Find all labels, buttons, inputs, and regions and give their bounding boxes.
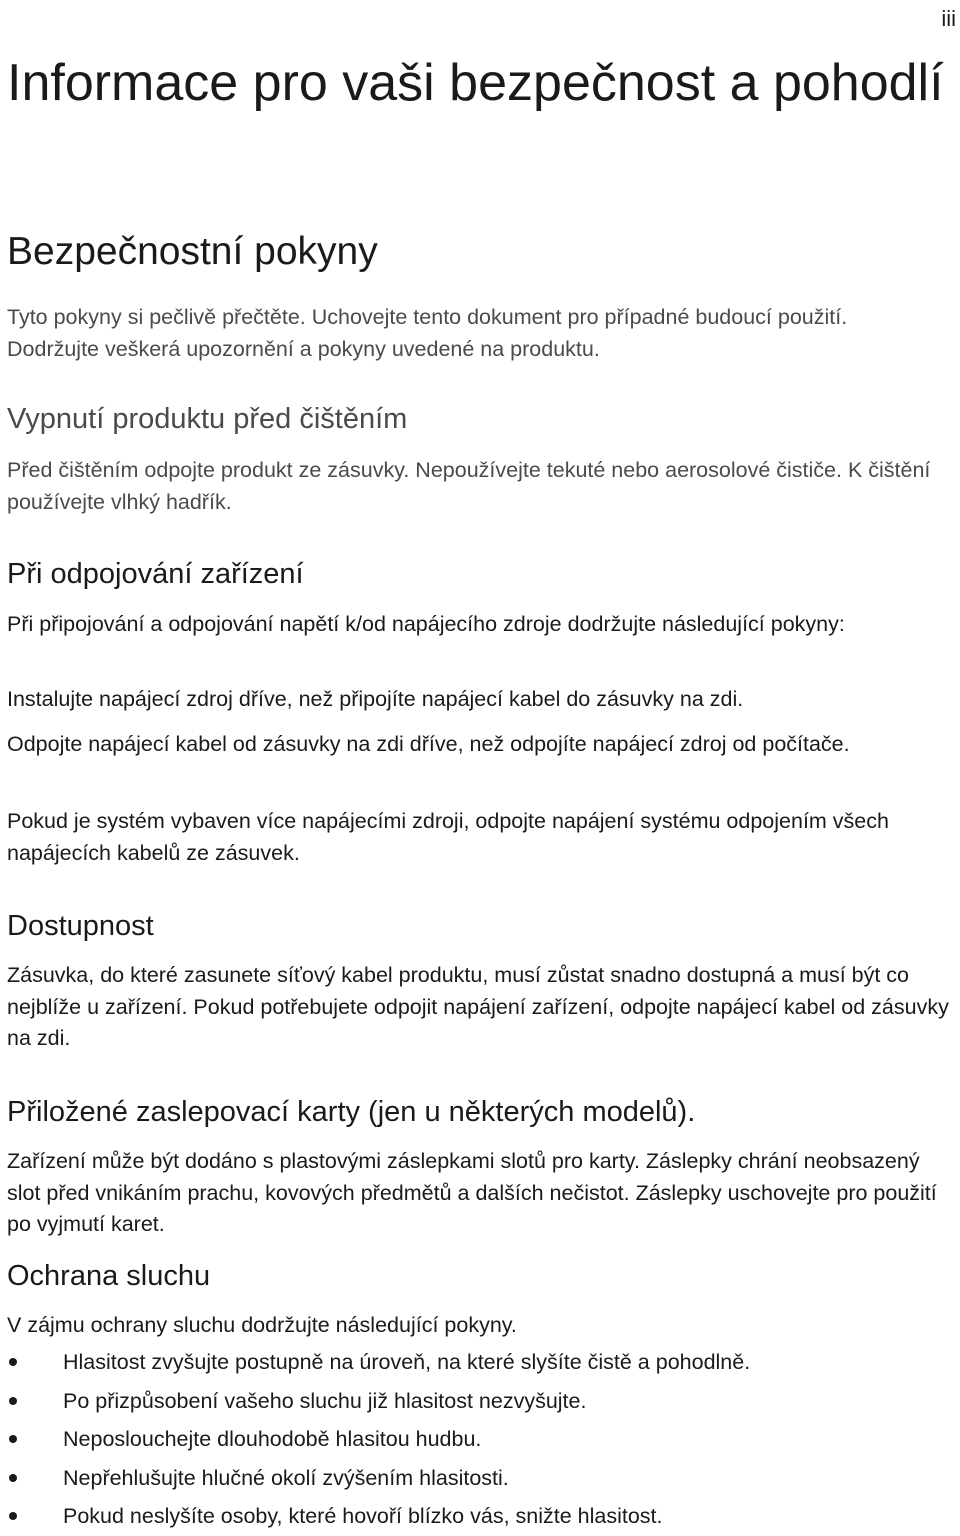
hearing-list-block (7, 1343, 952, 1536)
disconnecting-p1-block (7, 684, 952, 716)
disconnecting-p1: Instalujte napájecí zdroj dříve, než připojíte napájecí kabel do zásuvky na zdi. (7, 687, 744, 711)
accessibility-text: Zásuvka, do které zasunete síťový kabel produktu, musí zůstat snadno dostupná a musí být co nejblíže u zařízení. Pokud potřebujete odpojit napájení zařízení, odpojte napájecí kabel od zásuvky na zdi. (7, 963, 949, 1050)
disconnecting-p3-block (7, 806, 907, 869)
hearing-intro: V zájmu ochrany sluchu dodržujte následující pokyny. (7, 1313, 517, 1337)
cleaning-text-block (7, 455, 937, 518)
list-item (7, 1382, 952, 1421)
hearing-list (7, 1343, 952, 1536)
disconnecting-intro-block (7, 609, 937, 641)
dummy-cards-heading: Přiložené zaslepovací karty (jen u některých modelů). (7, 1096, 696, 1128)
disconnecting-p3: Pokud je systém vybaven více napájecími zdroji, odpojte napájení systému odpojením všech napájecích kabelů ze zásuvek. (7, 809, 889, 865)
hearing-section (7, 1258, 952, 1294)
list-item-text: Hlasitost zvyšujte postupně na úroveň, na které slyšíte čistě a pohodlně. (63, 1350, 751, 1374)
safety-intro-block (7, 302, 937, 365)
bullet-icon (9, 1397, 17, 1405)
accessibility-text-block (7, 960, 952, 1055)
list-item (7, 1420, 952, 1459)
dummy-cards-section (7, 1094, 952, 1130)
bullet-icon (9, 1474, 17, 1482)
disconnecting-p2: Odpojte napájecí kabel od zásuvky na zdi dříve, než odpojíte napájecí zdroj od počítače. (7, 732, 850, 756)
cleaning-text: Před čištěním odpojte produkt ze zásuvky. Nepoužívejte tekuté nebo aerosolové čističe. K čištění používejte vlhký hadřík. (7, 458, 931, 514)
hearing-intro-block (7, 1310, 937, 1342)
list-item (7, 1459, 952, 1498)
list-item-text: Neposlouchejte dlouhodobě hlasitou hudbu. (63, 1427, 482, 1451)
safety-heading: Bezpečnostní pokyny (7, 230, 378, 273)
list-item-text: Po přizpůsobení vašeho sluchu již hlasitost nezvyšujte. (63, 1388, 587, 1413)
accessibility-heading: Dostupnost (7, 910, 154, 942)
disconnecting-heading: Při odpojování zařízení (7, 558, 304, 590)
dummy-cards-text-block (7, 1146, 952, 1241)
list-item (7, 1497, 952, 1536)
dummy-cards-text: Zařízení může být dodáno s plastovými záslepkami slotů pro karty. Záslepky chrání neobsazený slot před vnikáním prachu, kovových předmětů a dalších nečistot. Záslepky uschovejte pro použití po vyjmutí karet. (7, 1149, 937, 1236)
disconnecting-section (7, 556, 952, 592)
list-item-text: Nepřehlušujte hlučné okolí zvýšením hlasitosti. (63, 1465, 509, 1490)
list-item (7, 1343, 952, 1382)
disconnecting-intro: Při připojování a odpojování napětí k/od napájecího zdroje dodržujte následující pokyny: (7, 612, 845, 636)
page-number: iii (941, 6, 956, 31)
cleaning-section (7, 401, 952, 437)
bullet-icon (9, 1358, 17, 1366)
hearing-heading: Ochrana sluchu (7, 1260, 211, 1292)
bullet-icon (9, 1512, 17, 1520)
bullet-icon (9, 1435, 17, 1443)
page-title: Informace pro vaši bezpečnost a pohodlí (7, 54, 944, 112)
safety-section (7, 230, 952, 274)
cleaning-heading: Vypnutí produktu před čištěním (7, 403, 408, 435)
disconnecting-p2-block (7, 729, 937, 761)
accessibility-section (7, 908, 952, 944)
list-item-text: Pokud neslyšíte osoby, které hovoří blízko vás, snižte hlasitost. (63, 1504, 663, 1528)
safety-intro: Tyto pokyny si pečlivě přečtěte. Uchovejte tento dokument pro případné budoucí použití. Dodržujte veškerá upozornění a pokyny uvedené na produktu. (7, 305, 848, 361)
